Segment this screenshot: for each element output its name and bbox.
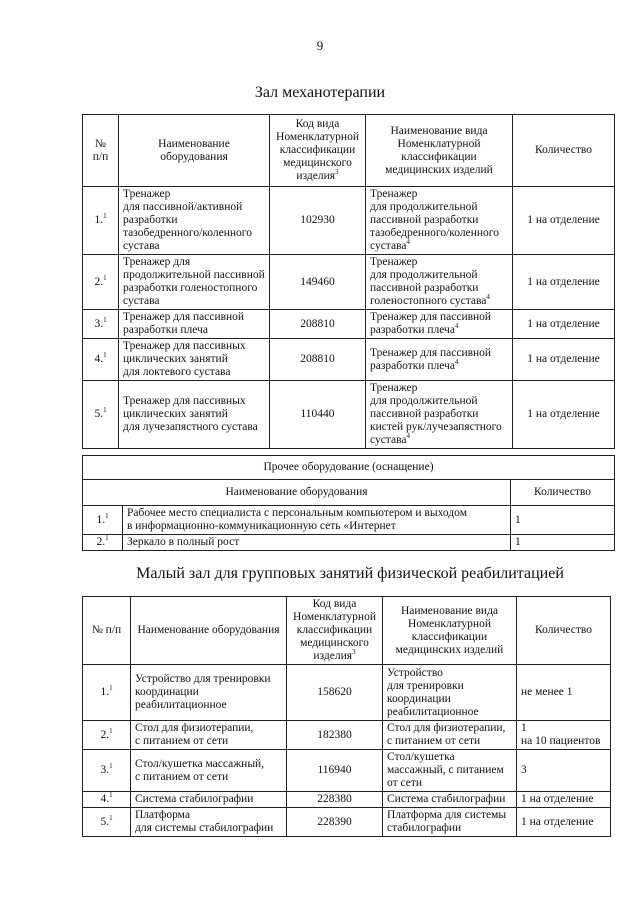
- row-kind: Платформа для системы стабилографии: [383, 808, 517, 837]
- row-qty: 1: [511, 506, 615, 535]
- table-row: [83, 255, 615, 310]
- row-num: 1.$^1$: [83, 506, 123, 535]
- row-name: Тренажер для пассивной/активной разработки тазобедренного/коленного сустава: [119, 187, 270, 255]
- row-name: Зеркало в полный рост: [123, 535, 511, 551]
- row-name: Рабочее место специалиста с персональным компьютером и выходом в информационно-коммуникационную сеть «Интернет: [123, 506, 511, 535]
- row-num: 3.$^1$: [83, 750, 131, 792]
- row-qty: 1: [511, 535, 615, 551]
- row-qty: 1 на отделение: [517, 808, 611, 837]
- row-qty: 3: [517, 750, 611, 792]
- row-code: 158620: [287, 665, 383, 721]
- row-qty: не менее 1: [517, 665, 611, 721]
- row-num: 3.$^1$: [83, 310, 119, 339]
- header-code: Код вида Номенклатурной классификации медицинского изделия$^3$: [287, 597, 383, 665]
- section-title-mechanotherapy: Зал механотерапии: [254, 84, 386, 101]
- row-kind: Тренажер для продолжительной пассивной разработки тазобедренного/коленного сустава$^4$: [366, 187, 513, 255]
- row-code: 228380: [287, 792, 383, 808]
- row-name: Тренажер для пассивной разработки плеча: [119, 310, 270, 339]
- row-kind: Тренажер для продолжительной пассивной разработки голеностопного сустава$^4$: [366, 255, 513, 310]
- row-num: 2.$^1$: [83, 721, 131, 750]
- header-kind: Наименование вида Номенклатурной классификации медицинских изделий: [366, 115, 513, 187]
- row-num: 2.$^1$: [83, 535, 123, 551]
- table-row: [83, 506, 615, 535]
- row-code: 208810: [270, 310, 366, 339]
- header-code: Код вида Номенклатурной классификации медицинского изделия$^3$: [270, 115, 366, 187]
- header-kind: Наименование вида Номенклатурной классификации медицинских изделий: [383, 597, 517, 665]
- header-qty: Количество: [517, 597, 611, 665]
- row-name: Устройство для тренировки координации реабилитационное: [131, 665, 287, 721]
- row-kind: Тренажер для продолжительной пассивной разработки кистей рук/лучезапястного сустава$^4$: [366, 381, 513, 449]
- row-code: 228390: [287, 808, 383, 837]
- row-code: 208810: [270, 339, 366, 381]
- header-name: Наименование оборудования: [131, 597, 287, 665]
- small-hall-table: [82, 596, 611, 837]
- row-qty: 1 на отделение: [513, 187, 615, 255]
- row-num: 5.$^1$: [83, 808, 131, 837]
- row-num: 1.$^1$: [83, 187, 119, 255]
- table-header-row: [83, 480, 615, 506]
- row-qty: 1 на 10 пациентов: [517, 721, 611, 750]
- row-code: 102930: [270, 187, 366, 255]
- section-title-small-hall: Малый зал для групповых занятий физической реабилитацией: [136, 565, 564, 582]
- row-name: Тренажер для продолжительной пассивной разработки голеностопного сустава: [119, 255, 270, 310]
- row-code: 116940: [287, 750, 383, 792]
- header-qty: Количество: [513, 115, 615, 187]
- row-name: Тренажер для пассивных циклических занятий для локтевого сустава: [119, 339, 270, 381]
- row-num: 2.$^1$: [83, 255, 119, 310]
- row-kind: Стол для физиотерапии, с питанием от сети: [383, 721, 517, 750]
- table-row: [83, 310, 615, 339]
- table-header-row: [83, 597, 611, 665]
- table-row: [83, 792, 611, 808]
- header-name: Наименование оборудования: [83, 480, 511, 506]
- table-row: [83, 750, 611, 792]
- row-kind: Тренажер для пассивной разработки плеча$^4$: [366, 339, 513, 381]
- row-name: Система стабилографии: [131, 792, 287, 808]
- row-name: Стол для физиотерапии, с питанием от сети: [131, 721, 287, 750]
- row-name: Платформа для системы стабилографии: [131, 808, 287, 837]
- table-row: [83, 535, 615, 551]
- table-row: [83, 339, 615, 381]
- table-row: [83, 808, 611, 837]
- row-kind: Тренажер для пассивной разработки плеча$^4$: [366, 310, 513, 339]
- header-name: Наименование оборудования: [119, 115, 270, 187]
- row-qty: 1 на отделение: [513, 255, 615, 310]
- row-name: Стол/кушетка массажный, с питанием от сети: [131, 750, 287, 792]
- mechanotherapy-table: [82, 114, 615, 449]
- table-row: [83, 665, 611, 721]
- table-row: [83, 381, 615, 449]
- row-num: 4.$^1$: [83, 339, 119, 381]
- row-qty: 1 на отделение: [513, 339, 615, 381]
- table-row: [83, 721, 611, 750]
- row-num: 1.$^1$: [83, 665, 131, 721]
- table-title-row: [83, 456, 615, 480]
- header-qty: Количество: [511, 480, 615, 506]
- row-qty: 1 на отделение: [513, 381, 615, 449]
- row-num: 5.$^1$: [83, 381, 119, 449]
- header-num: № п/п: [83, 597, 131, 665]
- row-qty: 1 на отделение: [517, 792, 611, 808]
- row-kind: Стол/кушетка массажный, с питанием от сети: [383, 750, 517, 792]
- page-number: 9: [316, 38, 324, 53]
- row-num: 4.$^1$: [83, 792, 131, 808]
- row-code: 182380: [287, 721, 383, 750]
- table-row: [83, 187, 615, 255]
- row-kind: Система стабилографии: [383, 792, 517, 808]
- row-qty: 1 на отделение: [513, 310, 615, 339]
- other-equipment-title: Прочее оборудование (оснащение): [83, 456, 615, 480]
- row-name: Тренажер для пассивных циклических занятий для лучезапястного сустава: [119, 381, 270, 449]
- header-num: № п/п: [83, 115, 119, 187]
- other-equipment-table: [82, 455, 615, 551]
- row-code: 149460: [270, 255, 366, 310]
- row-code: 110440: [270, 381, 366, 449]
- row-kind: Устройство для тренировки координации реабилитационное: [383, 665, 517, 721]
- table-header-row: [83, 115, 615, 187]
